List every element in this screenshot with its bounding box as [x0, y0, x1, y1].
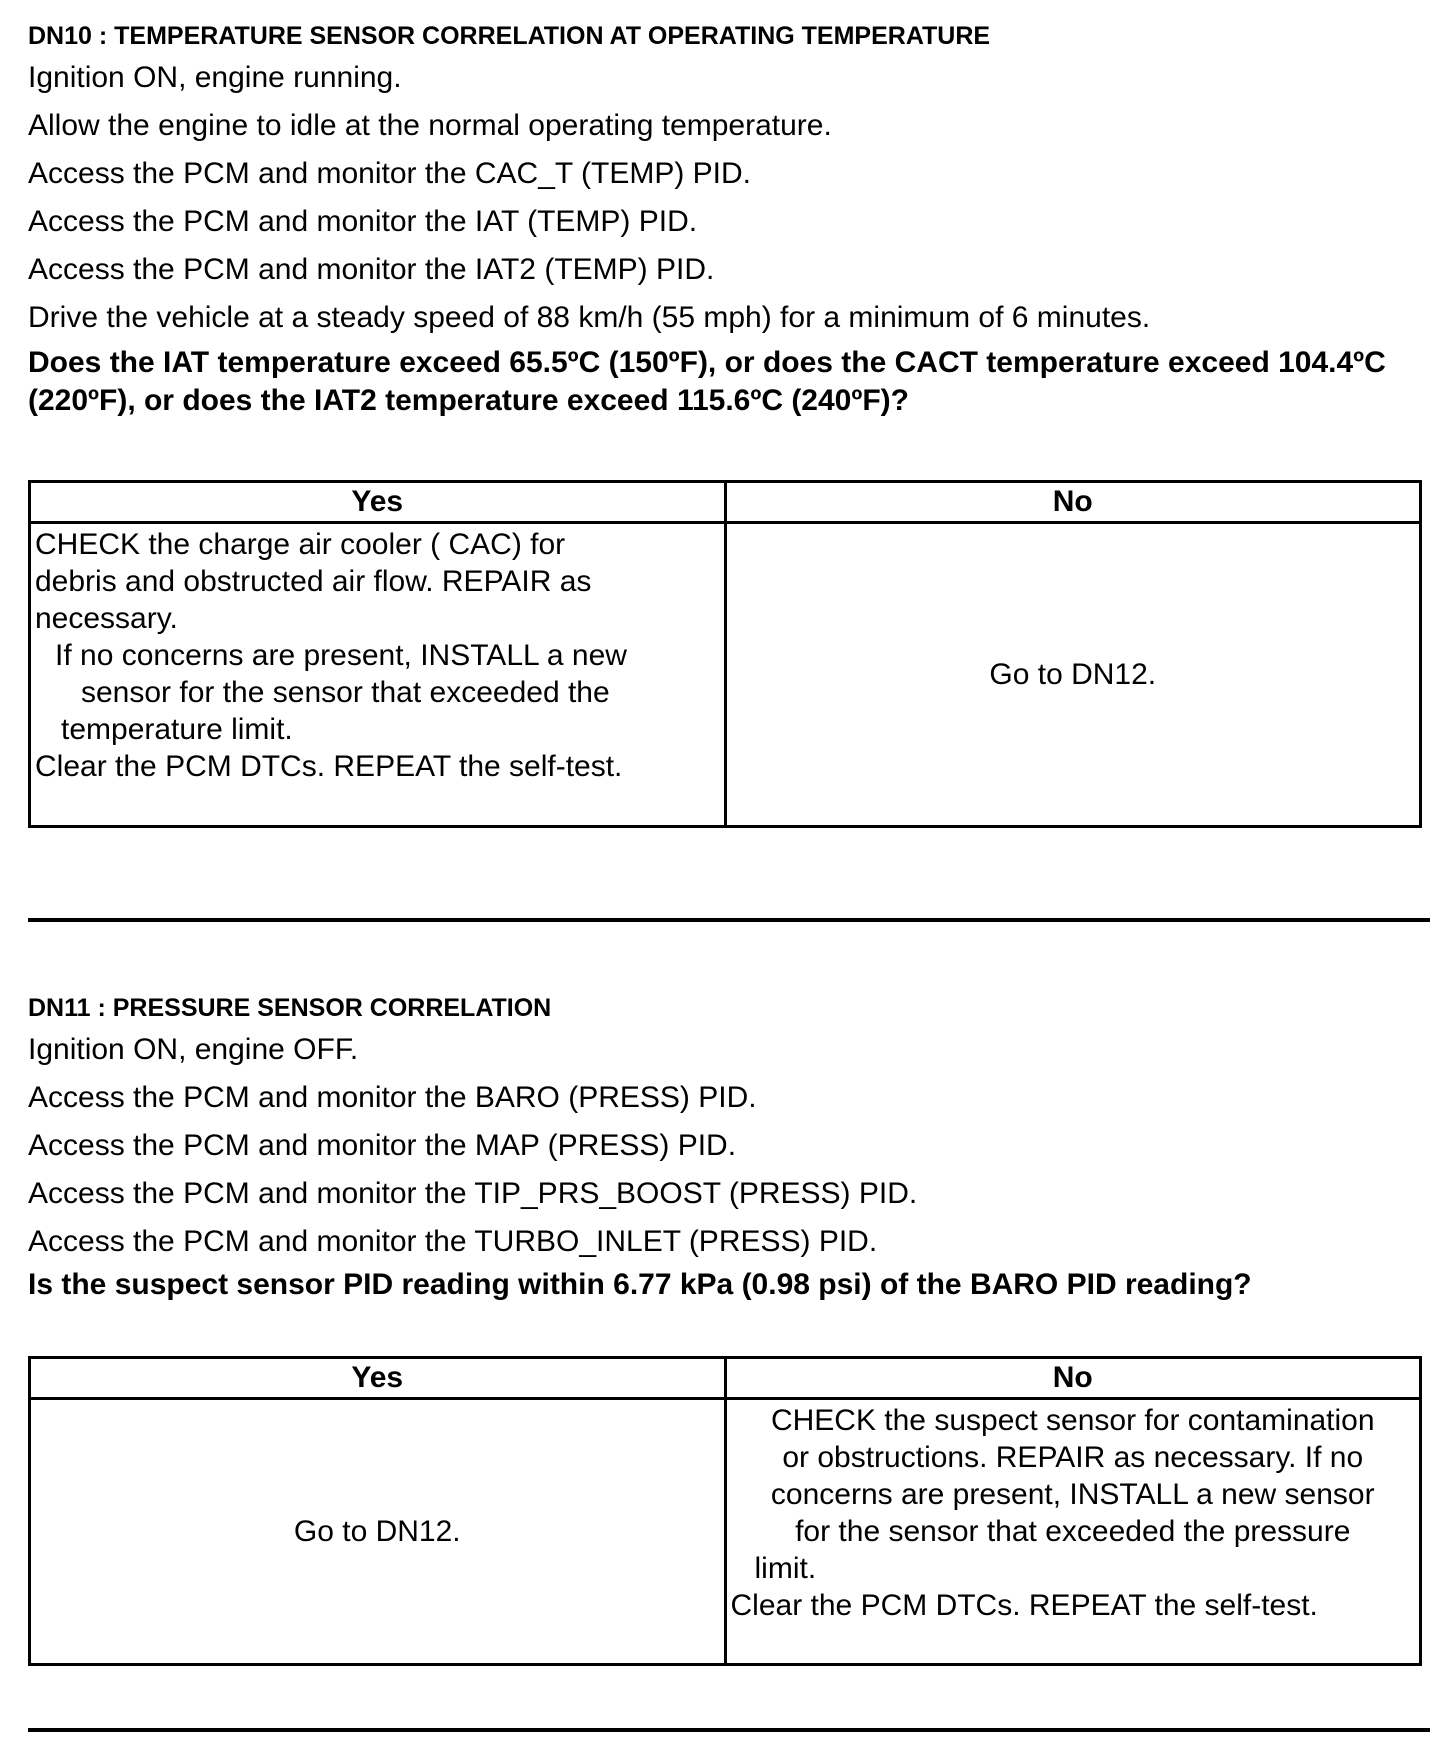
section-divider: [28, 1728, 1430, 1732]
dn10-step: Access the PCM and monitor the IAT2 (TEMP) PID.: [28, 253, 715, 286]
dn10-yes-line: sensor for the sensor that exceeded the: [81, 676, 610, 709]
dn10-section: [28, 18, 1428, 828]
dn10-step: Drive the vehicle at a steady speed of 88 km/h (55 mph) for a minimum of 6 minutes.: [28, 301, 1151, 334]
dn11-step: Access the PCM and monitor the BARO (PRESS) PID.: [28, 1081, 757, 1114]
dn11-no-line: or obstructions. REPAIR as necessary. If no: [782, 1441, 1364, 1474]
dn11-no-line: for the sensor that exceeded the pressure: [795, 1515, 1351, 1548]
dn11-step: Access the PCM and monitor the TURBO_INLET (PRESS) PID.: [28, 1225, 878, 1258]
section-divider: [28, 918, 1430, 922]
dn10-yes-line: Clear the PCM DTCs. REPEAT the self-test.: [35, 750, 623, 783]
dn11-yes-header: Yes: [30, 1358, 726, 1399]
dn11-table-body-row: [30, 1399, 1421, 1665]
dn11-no-line: limit.: [754, 1552, 817, 1585]
dn10-yes-line: necessary.: [35, 602, 178, 635]
dn10-yes-line: If no concerns are present, INSTALL a new: [55, 639, 627, 672]
dn11-no-header: No: [725, 1358, 1421, 1399]
dn10-table-body-row: [30, 523, 1421, 827]
dn10-step: Access the PCM and monitor the IAT (TEMP) PID.: [28, 205, 698, 238]
dn10-step: Allow the engine to idle at the normal operating temperature.: [28, 109, 832, 142]
dn10-yes-line: debris and obstructed air flow. REPAIR as: [35, 565, 592, 598]
dn11-heading: DN11 : PRESSURE SENSOR CORRELATION: [28, 994, 552, 1022]
dn10-table-header-row: [30, 482, 1421, 523]
dn10-question: Does the IAT temperature exceed 65.5ºC (150ºF), or does the CACT temperature exceed 104.4ºC (220ºF), or does the IAT2 temperature exceed 115.6ºC (240ºF)?: [28, 346, 1386, 417]
dn11-step: Access the PCM and monitor the TIP_PRS_BOOST (PRESS) PID.: [28, 1177, 918, 1210]
dn10-yes-line: temperature limit.: [61, 713, 293, 746]
dn11-section: [28, 990, 1428, 1666]
dn10-yes-cell: [30, 523, 726, 827]
dn11-yes-cell: Go to DN12.: [30, 1399, 726, 1665]
dn10-step: Access the PCM and monitor the CAC_T (TEMP) PID.: [28, 157, 752, 190]
dn11-step: Ignition ON, engine OFF.: [28, 1033, 359, 1066]
dn11-no-line: Clear the PCM DTCs. REPEAT the self-test.: [730, 1589, 1318, 1622]
dn11-no-cell: [725, 1399, 1421, 1665]
dn10-heading: DN10 : TEMPERATURE SENSOR CORRELATION AT OPERATING TEMPERATURE: [28, 22, 991, 50]
dn11-question: Is the suspect sensor PID reading within 6.77 kPa (0.98 psi) of the BARO PID reading?: [28, 1268, 1252, 1301]
dn10-no-header: No: [725, 482, 1421, 523]
dn11-table-header-row: [30, 1358, 1421, 1399]
dn11-result-table: [28, 1356, 1422, 1666]
dn11-no-line: CHECK the suspect sensor for contamination: [770, 1404, 1375, 1437]
dn10-result-table: [28, 480, 1422, 828]
dn10-yes-header: Yes: [30, 482, 726, 523]
dn10-step: Ignition ON, engine running.: [28, 61, 402, 94]
dn10-no-cell: Go to DN12.: [725, 523, 1421, 827]
dn10-yes-line: CHECK the charge air cooler ( CAC) for: [35, 528, 566, 561]
dn11-step: Access the PCM and monitor the MAP (PRESS) PID.: [28, 1129, 737, 1162]
dn11-no-line: concerns are present, INSTALL a new sensor: [770, 1478, 1375, 1511]
